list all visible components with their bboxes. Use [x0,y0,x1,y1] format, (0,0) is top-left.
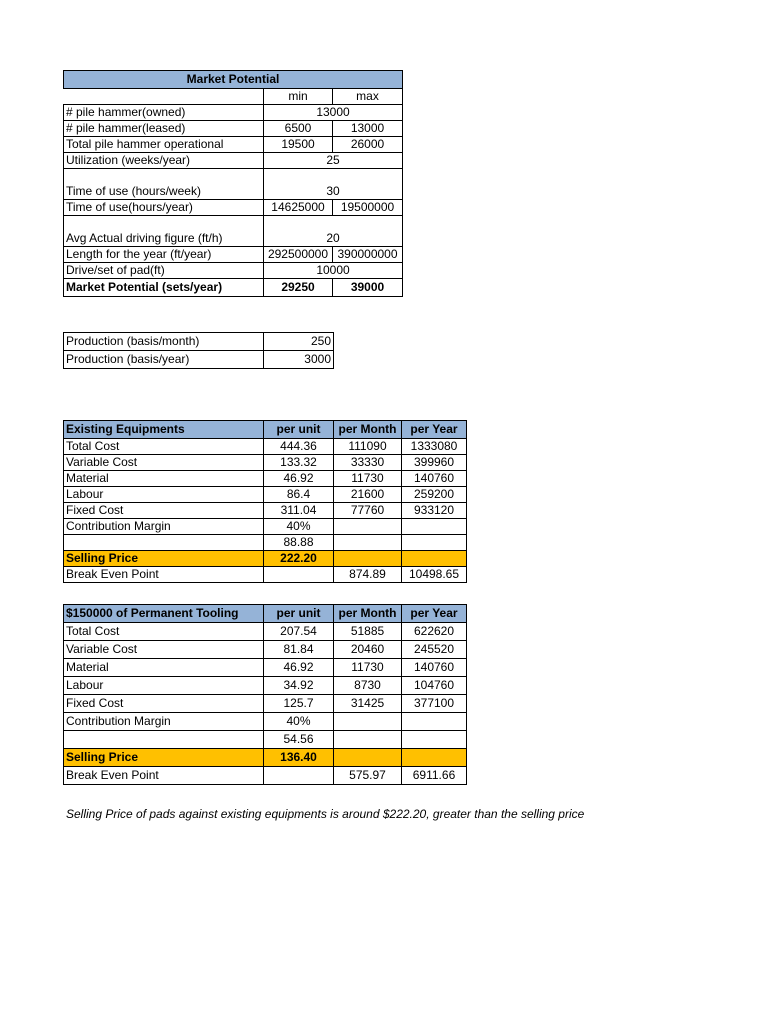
row-label: Market Potential (sets/year) [64,279,264,297]
header-cell: per Month [334,605,402,623]
per-unit: 40% [264,519,334,535]
per-month [334,519,402,535]
per-unit: 133.32 [264,455,334,471]
production-table [63,332,334,369]
per-year: 10498.65 [402,567,467,583]
per-unit: 46.92 [264,659,334,677]
per-unit [264,567,334,583]
per-year [402,519,467,535]
table-row [64,455,467,471]
row-merged: 13000 [264,105,403,121]
existing-equipments-table [63,420,467,583]
header-cell: per unit [264,605,334,623]
row-min: 19500 [264,137,333,153]
per-unit: 54.56 [264,731,334,749]
header-cell: per Year [402,421,467,439]
summary-note: Selling Price of pads against existing equipments is around $222.20, greater than the selling price [66,807,585,821]
per-unit: 207.54 [264,623,334,641]
row-label: Drive/set of pad(ft) [64,263,264,279]
per-unit: 125.7 [264,695,334,713]
selling-price-row [64,749,467,767]
table-row [64,471,467,487]
per-month: 11730 [334,471,402,487]
per-year: 1333080 [402,439,467,455]
per-unit: 222.20 [264,551,334,567]
per-unit: 88.88 [264,535,334,551]
per-month: 111090 [334,439,402,455]
per-year [402,749,467,767]
per-year: 140760 [402,471,467,487]
per-year [402,535,467,551]
table-row [64,731,467,749]
row-max: 39000 [333,279,403,297]
per-year: 377100 [402,695,467,713]
row-label: Selling Price [64,551,264,567]
per-year: 933120 [402,503,467,519]
per-year: 259200 [402,487,467,503]
row-merged: 25 [264,153,403,169]
per-month [334,713,402,731]
selling-price-row [64,551,467,567]
row-max: 19500000 [333,200,403,216]
row-label: Labour [64,487,264,503]
table-row [64,519,467,535]
per-year: 245520 [402,641,467,659]
row-label: Material [64,471,264,487]
per-month: 33330 [334,455,402,471]
per-month: 575.97 [334,767,402,785]
per-unit [264,767,334,785]
col-max: max [333,89,403,105]
row-label: Total Cost [64,439,264,455]
per-unit: 444.36 [264,439,334,455]
row-label: Avg Actual driving figure (ft/h) [64,216,264,247]
row-label: Fixed Cost [64,503,264,519]
blank-cell [64,89,264,105]
per-month: 21600 [334,487,402,503]
per-unit: 40% [264,713,334,731]
row-label [64,731,264,749]
per-unit: 81.84 [264,641,334,659]
permanent-tooling-table [63,604,467,785]
per-month [334,535,402,551]
col-min: min [264,89,333,105]
per-month: 874.89 [334,567,402,583]
row-merged: 30 [264,169,403,200]
row-merged: 20 [264,216,403,247]
per-unit: 34.92 [264,677,334,695]
table-row [64,641,467,659]
row-label: Contribution Margin [64,519,264,535]
row-label: Time of use (hours/week) [64,169,264,200]
row-label: Contribution Margin [64,713,264,731]
per-year: 140760 [402,659,467,677]
per-year: 6911.66 [402,767,467,785]
per-year [402,713,467,731]
row-label: Total Cost [64,623,264,641]
table-row [64,659,467,677]
market-title: Market Potential [64,71,403,89]
per-year: 104760 [402,677,467,695]
header-cell: Existing Equipments [64,421,264,439]
per-year [402,551,467,567]
row-label: Material [64,659,264,677]
row-min: 6500 [264,121,333,137]
row-min: 29250 [264,279,333,297]
row-max: 13000 [333,121,403,137]
row-label: # pile hammer(owned) [64,105,264,121]
table-row [64,623,467,641]
per-unit: 46.92 [264,471,334,487]
table-row [64,677,467,695]
row-min: 292500000 [264,247,333,263]
table-row [64,695,467,713]
per-year: 399960 [402,455,467,471]
row-label: Utilization (weeks/year) [64,153,264,169]
per-month: 8730 [334,677,402,695]
per-month: 11730 [334,659,402,677]
row-max: 390000000 [333,247,403,263]
table-row [64,567,467,583]
per-month: 20460 [334,641,402,659]
row-min: 14625000 [264,200,333,216]
row-label: Variable Cost [64,641,264,659]
production-label: Production (basis/year) [64,351,264,369]
row-label: Labour [64,677,264,695]
market-potential-table [63,70,403,297]
row-merged: 10000 [264,263,403,279]
table-row [64,713,467,731]
header-cell: $150000 of Permanent Tooling [64,605,264,623]
per-year: 622620 [402,623,467,641]
row-label: Fixed Cost [64,695,264,713]
table-row [64,535,467,551]
per-unit: 311.04 [264,503,334,519]
row-label: Total pile hammer operational [64,137,264,153]
row-label: Time of use(hours/year) [64,200,264,216]
per-unit: 86.4 [264,487,334,503]
per-unit: 136.40 [264,749,334,767]
table-row [64,767,467,785]
row-label: Variable Cost [64,455,264,471]
per-month: 51885 [334,623,402,641]
per-month: 77760 [334,503,402,519]
row-label: # pile hammer(leased) [64,121,264,137]
row-label: Break Even Point [64,567,264,583]
table-row [64,487,467,503]
per-month [334,551,402,567]
per-year [402,731,467,749]
row-max: 26000 [333,137,403,153]
per-month [334,749,402,767]
production-value: 3000 [264,351,334,369]
table-row [64,503,467,519]
row-label [64,535,264,551]
per-month [334,731,402,749]
row-label: Selling Price [64,749,264,767]
row-label: Length for the year (ft/year) [64,247,264,263]
table-row [64,439,467,455]
production-value: 250 [264,333,334,351]
row-label: Break Even Point [64,767,264,785]
header-cell: per Month [334,421,402,439]
production-label: Production (basis/month) [64,333,264,351]
per-month: 31425 [334,695,402,713]
header-cell: per Year [402,605,467,623]
header-cell: per unit [264,421,334,439]
